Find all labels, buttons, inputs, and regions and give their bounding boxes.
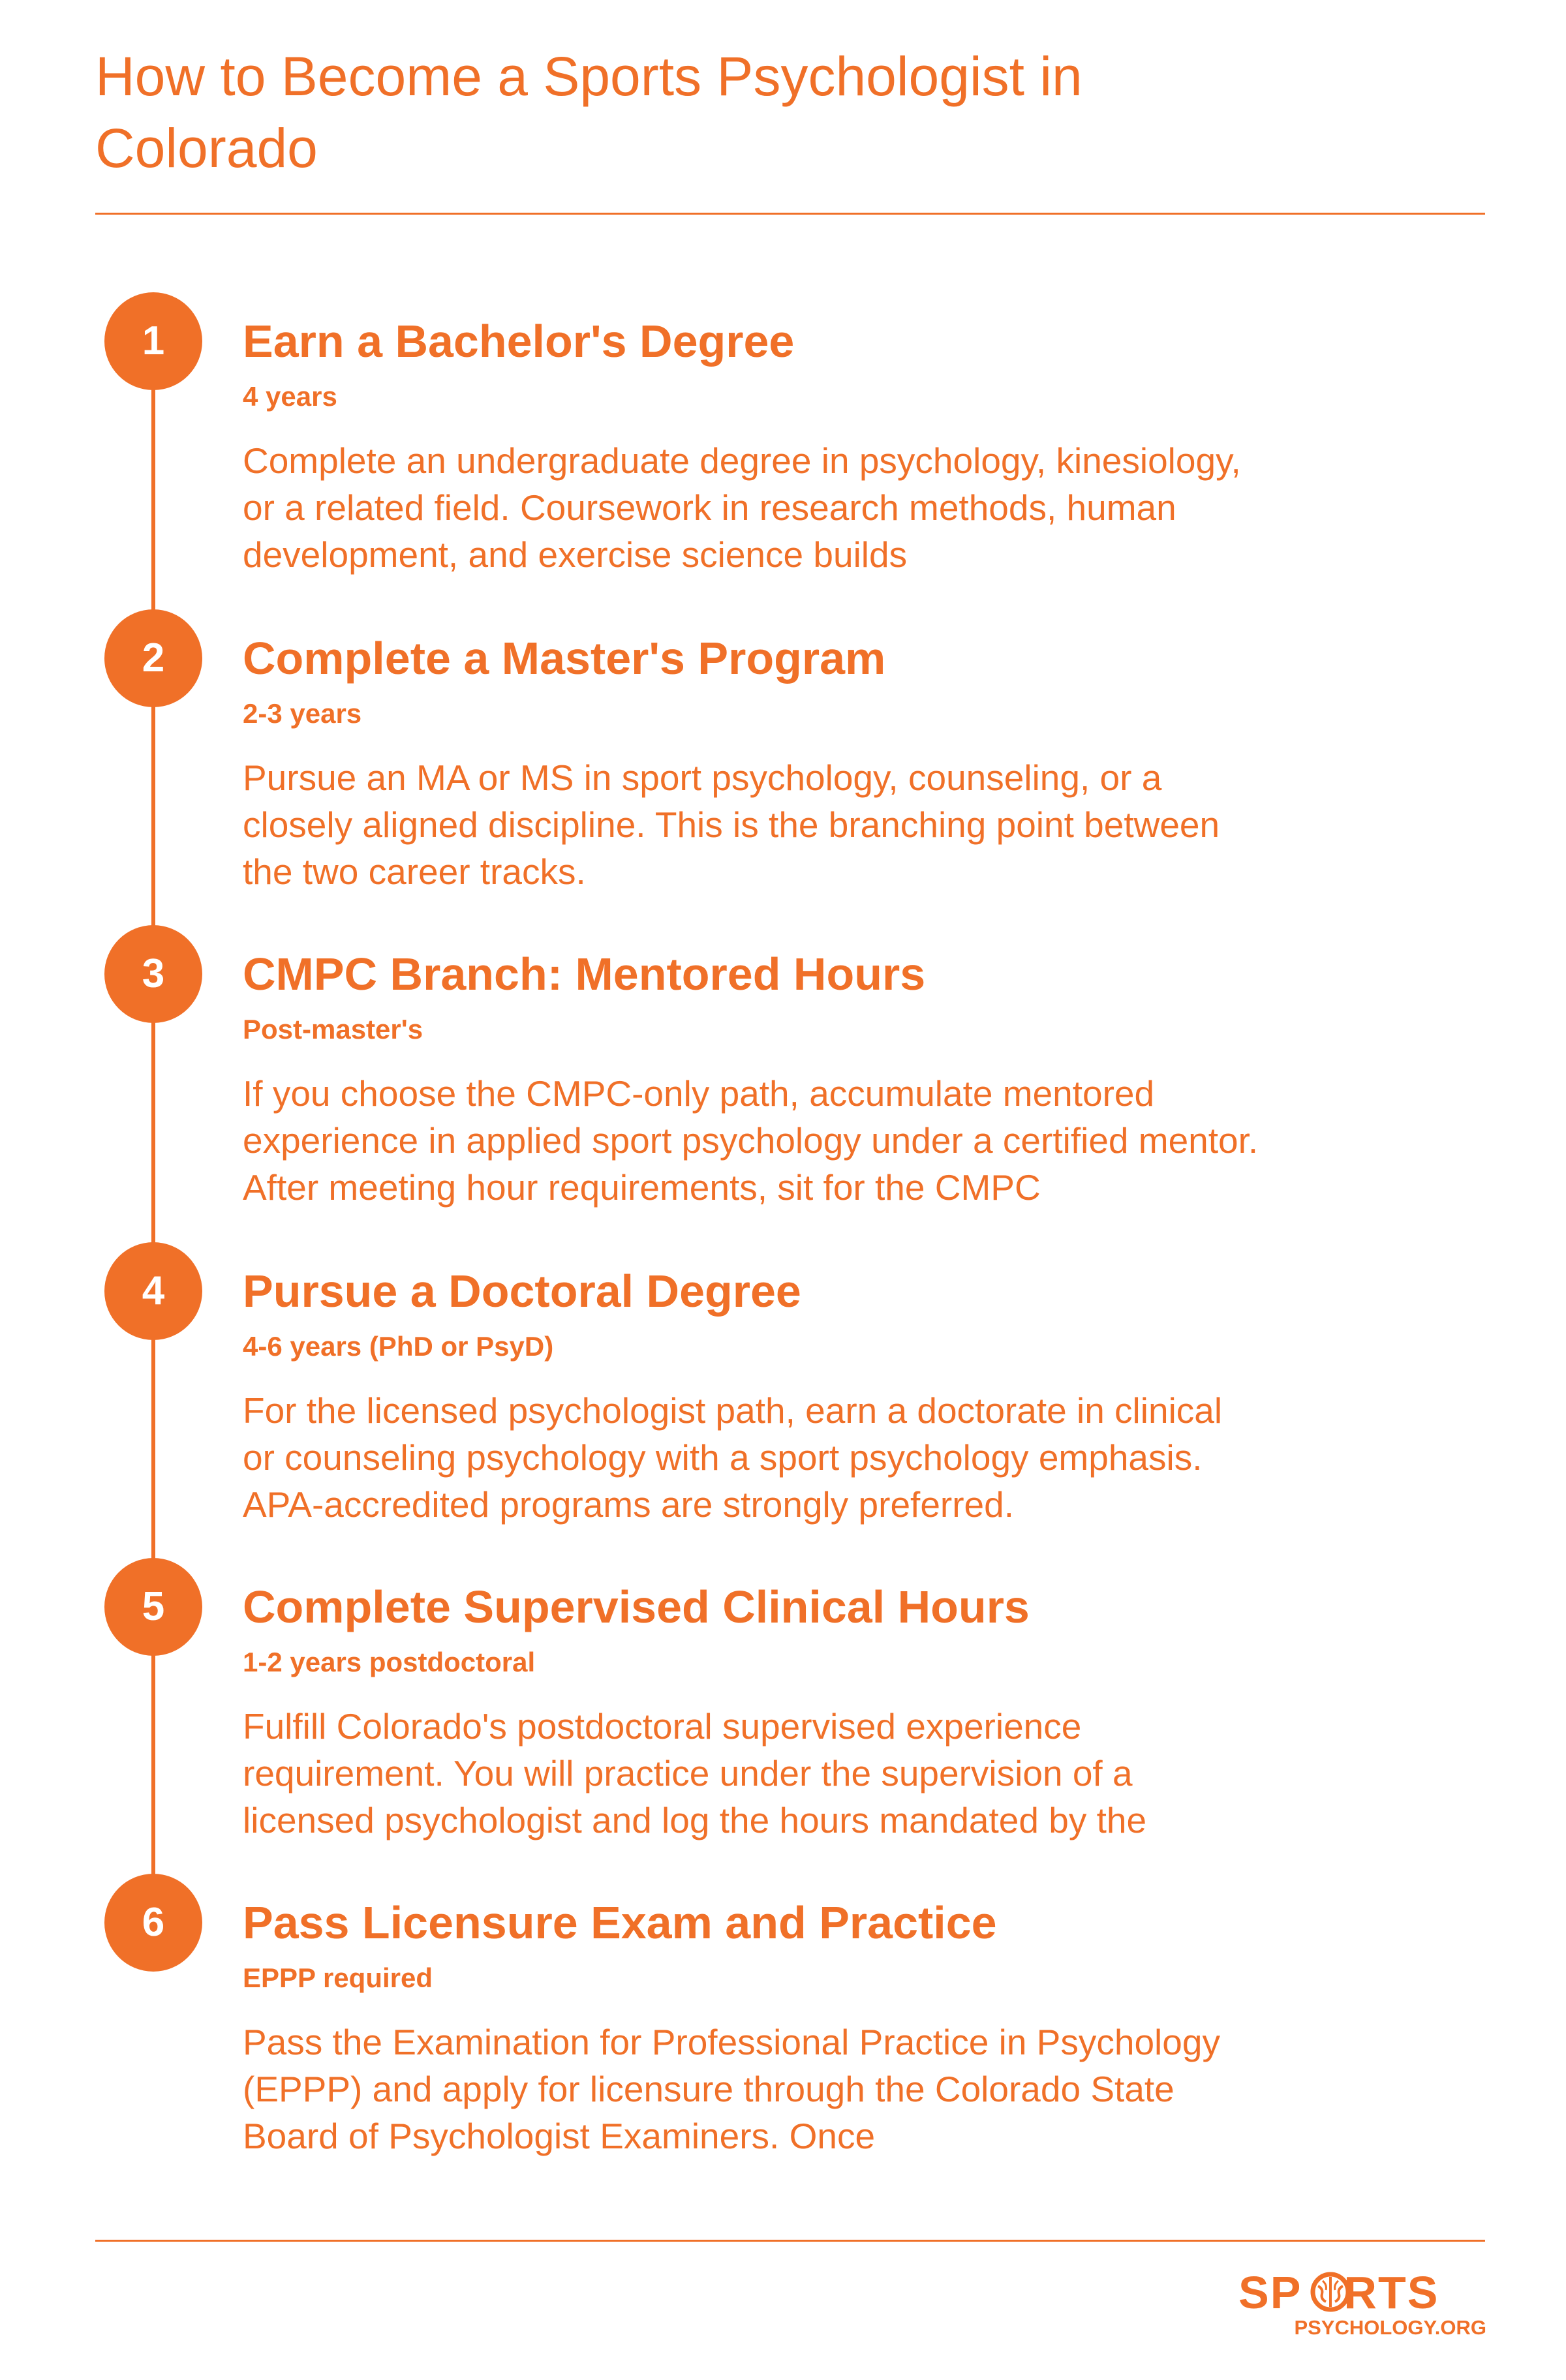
step-number-badge: 4 <box>104 1242 202 1340</box>
page-title: How to Become a Sports Psychologist in Colorado <box>95 46 1082 179</box>
step-duration: EPPP required <box>243 1962 433 1993</box>
sportspsychology-logo[interactable] <box>1238 2269 1486 2341</box>
step-title: Complete a Master's Program <box>243 633 886 684</box>
step-3 <box>0 925 1566 1238</box>
step-duration: Post-master's <box>243 1014 423 1045</box>
step-6 <box>0 1874 1566 2187</box>
step-4 <box>0 1242 1566 1555</box>
logo-wordmark <box>1238 2269 1486 2316</box>
step-number-badge: 5 <box>104 1558 202 1656</box>
step-number-badge: 6 <box>104 1874 202 1972</box>
step-number-badge: 3 <box>104 925 202 1023</box>
step-1 <box>0 292 1566 605</box>
step-title: Complete Supervised Clinical Hours <box>243 1581 1030 1632</box>
step-duration: 4 years <box>243 381 337 412</box>
step-description: Pass the Examination for Professional Practice in Psychology (EPPP) and apply for licensure through the Colorado State Board of Psychologist Examiners. Once <box>243 2022 1220 2156</box>
step-description: For the licensed psychologist path, earn a doctorate in clinical or counseling psychology with a sport psychology emphasis. APA-accredited programs are strongly preferred. <box>243 1390 1223 1525</box>
step-title: Pass Licensure Exam and Practice <box>243 1897 997 1948</box>
step-description: Fulfill Colorado's postdoctoral supervised experience requirement. You will practice under the supervision of a licensed psychologist and log the hours mandated by the <box>243 1706 1147 1840</box>
step-description: Pursue an MA or MS in sport psychology, counseling, or a closely aligned discipline. This is the branching point between the two career tracks. <box>243 757 1220 892</box>
step-2 <box>0 609 1566 923</box>
logo-word-end: RTS <box>1343 2267 1439 2318</box>
step-5 <box>0 1558 1566 1871</box>
step-duration: 4-6 years (PhD or PsyD) <box>243 1331 554 1362</box>
footer-divider <box>95 2240 1485 2242</box>
step-duration: 1-2 years postdoctoral <box>243 1647 536 1677</box>
step-duration: 2-3 years <box>243 698 362 729</box>
step-title: Earn a Bachelor's Degree <box>243 316 795 367</box>
step-title: Pursue a Doctoral Degree <box>243 1266 801 1317</box>
step-number-badge: 1 <box>104 292 202 390</box>
step-number-badge: 2 <box>104 609 202 707</box>
logo-subline: PSYCHOLOGY.ORG <box>1294 2316 1486 2339</box>
brain-icon <box>1310 2272 1351 2312</box>
logo-word-start: SP <box>1238 2267 1302 2318</box>
step-description: Complete an undergraduate degree in psychology, kinesiology, or a related field. Coursework in research methods, human development, and exercise science builds <box>243 440 1241 575</box>
step-description: If you choose the CMPC-only path, accumulate mentored experience in applied sport psychology under a certified mentor. After meeting hour requirements, sit for the CMPC <box>243 1073 1259 1208</box>
step-title: CMPC Branch: Mentored Hours <box>243 949 926 999</box>
